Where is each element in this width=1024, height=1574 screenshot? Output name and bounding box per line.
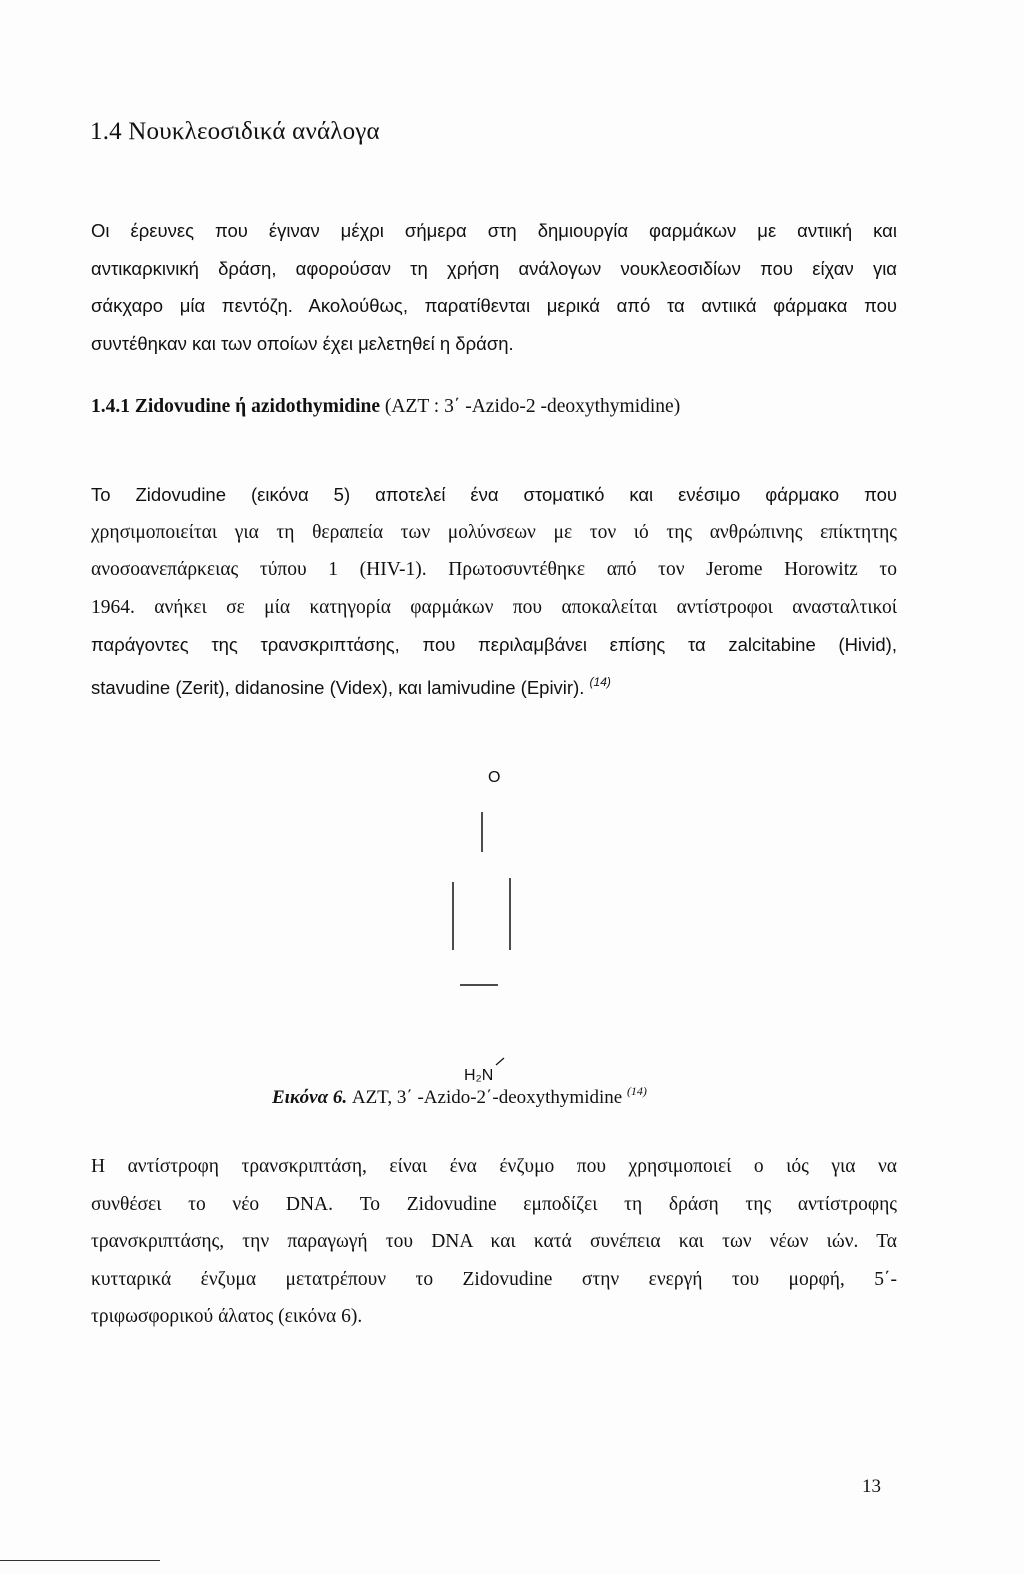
body-line: Το Zidovudine (εικόνα 5) αποτελεί ένα στοματικό και ενέσιμο φάρμακο που: [91, 484, 897, 505]
oxygen-label: O: [488, 769, 501, 786]
subsection-heading-bold: 1.4.1 Zidovudine ή azidothymidine: [91, 396, 381, 417]
closing-line: συνθέσει το νέο DNA. Το Zidovudine εμποδίζει τη δράση της αντίστροφης: [91, 1193, 897, 1215]
footer-rule: [0, 1560, 160, 1561]
amine-label: H₂N: [464, 1067, 494, 1084]
body-line-text: stavudine (Zerit), didanosine (Videx), και lamivudine (Epivir).: [91, 676, 585, 698]
section-title: 1.4 Νουκλεοσιδικά ανάλογα: [90, 118, 380, 145]
closing-line: τριφωσφορικού άλατος (εικόνα 6).: [91, 1306, 363, 1327]
intro-line: σάκχαρο μία πεντόζη. Ακολούθως, παρατίθενται μερικά από τα αντιικά φάρμακα που: [91, 295, 897, 316]
figure-caption: [272, 1084, 647, 1109]
caption-label: Εικόνα 6.: [272, 1087, 348, 1108]
closing-line: κυτταρικά ένζυμα μετατρέπουν το Zidovudine στην ενεργή του μορφή, 5΄-: [91, 1268, 897, 1290]
body-line: παράγοντες της τρανσκριπτάσης, που περιλαμβάνει επίσης τα zalcitabine (Hivid),: [91, 634, 897, 655]
intro-paragraph: [91, 212, 897, 362]
caption-text: AZT, 3΄ -Azido-2΄-deoxythymidine: [347, 1087, 627, 1108]
body-line: χρησιμοποιείται για τη θεραπεία των μολύνσεων με τον ιό της ανθρώπινης επίκτητης: [91, 521, 897, 543]
intro-line: συντέθηκαν και των οποίων έχει μελετηθεί η δράση.: [91, 332, 514, 354]
amine-bond: [496, 1058, 504, 1065]
azt-structure-figure: [440, 760, 560, 1090]
subsection-heading-rest: (AZT : 3΄ -Azido-2 -deoxythymidine): [380, 396, 681, 417]
closing-line: τρανσκριπτάσης, την παραγωγή του DNA και κατά συνέπεια και των νέων ιών. Τα: [91, 1231, 897, 1252]
subsection-heading: [91, 396, 680, 418]
intro-line: Οι έρευνες που έγιναν μέχρι σήμερα στη δημιουργία φαρμάκων με αντιική και: [91, 220, 897, 241]
body-line-last: [91, 664, 897, 702]
body-paragraph: [91, 476, 897, 701]
page-number: 13: [862, 1476, 881, 1497]
body-line: ανοσοανεπάρκειας τύπου 1 (HIV-1). Πρωτοσυντέθηκε από τον Jerome Horowitz το: [91, 559, 897, 580]
closing-paragraph: [91, 1148, 897, 1336]
closing-line: Η αντίστροφη τρανσκριπτάση, είναι ένα ένζυμο που χρησιμοποιεί ο ιός για να: [91, 1156, 897, 1177]
body-line: 1964. ανήκει σε μία κατηγορία φαρμάκων που αποκαλείται αντίστροφοι ανασταλτικοί: [91, 596, 897, 618]
caption-reference: (14): [626, 1084, 647, 1098]
intro-line: αντικαρκινική δράση, αφορούσαν τη χρήση ανάλογων νουκλεοσιδίων που είχαν για: [91, 257, 897, 279]
body-reference: (14): [589, 674, 611, 689]
